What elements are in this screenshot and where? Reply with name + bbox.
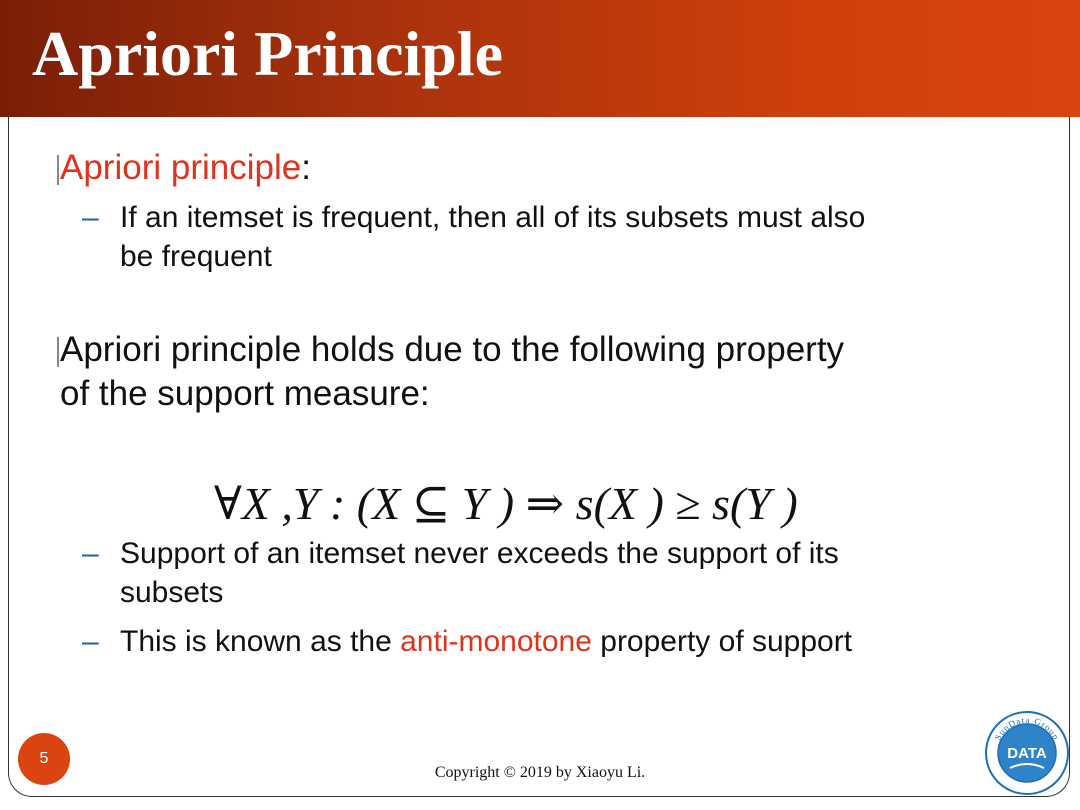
property-line1: Apriori principle holds due to the following property: [60, 330, 845, 369]
bullet-text-line2: subsets: [120, 576, 224, 609]
bullet-bar: [57, 155, 59, 185]
principle-heading-red: Apriori principle: [60, 148, 302, 187]
slide-title: Apriori Principle: [32, 18, 504, 89]
title-bar: [0, 0, 1080, 117]
property-paragraph: [60, 328, 1040, 416]
dash-marker: –: [82, 537, 99, 570]
anti-monotone-suffix: property of support: [591, 625, 853, 658]
dash-marker: –: [82, 625, 99, 658]
copyright-notice: Copyright © 2019 by Xiaoyu Li.: [434, 764, 646, 781]
anti-monotone-term: anti-monotone: [400, 625, 592, 658]
bullet-text-line1: Support of an itemset never exceeds the support of its: [120, 537, 839, 570]
property-line2: of the support measure:: [60, 374, 430, 413]
anti-monotone-prefix: This is known as the: [120, 625, 401, 658]
anti-monotone-formula: ∀X ,Y : (X ⊆ Y ) ⇒ s(X ) ≥ s(Y ): [214, 478, 798, 529]
bullet-text: [120, 622, 1042, 661]
bullet-text-line2: be frequent: [120, 240, 272, 273]
principle-heading: [60, 146, 311, 190]
logo-text: DATA: [1007, 745, 1047, 762]
bullet-bar: [57, 337, 59, 367]
dash-marker: –: [82, 201, 99, 234]
principle-heading-colon: :: [301, 148, 311, 187]
bullet-frequent-subsets: [82, 198, 1042, 276]
bullet-support-never-exceeds: [82, 534, 1042, 612]
bullet-text-line1: If an itemset is frequent, then all of its subsets must also: [120, 201, 866, 234]
logo-ring-text: SunData Group: [992, 714, 1062, 742]
bullet-anti-monotone: [82, 622, 1042, 661]
sundata-group-logo: [984, 710, 1070, 796]
page-number-badge: 5: [18, 733, 70, 785]
